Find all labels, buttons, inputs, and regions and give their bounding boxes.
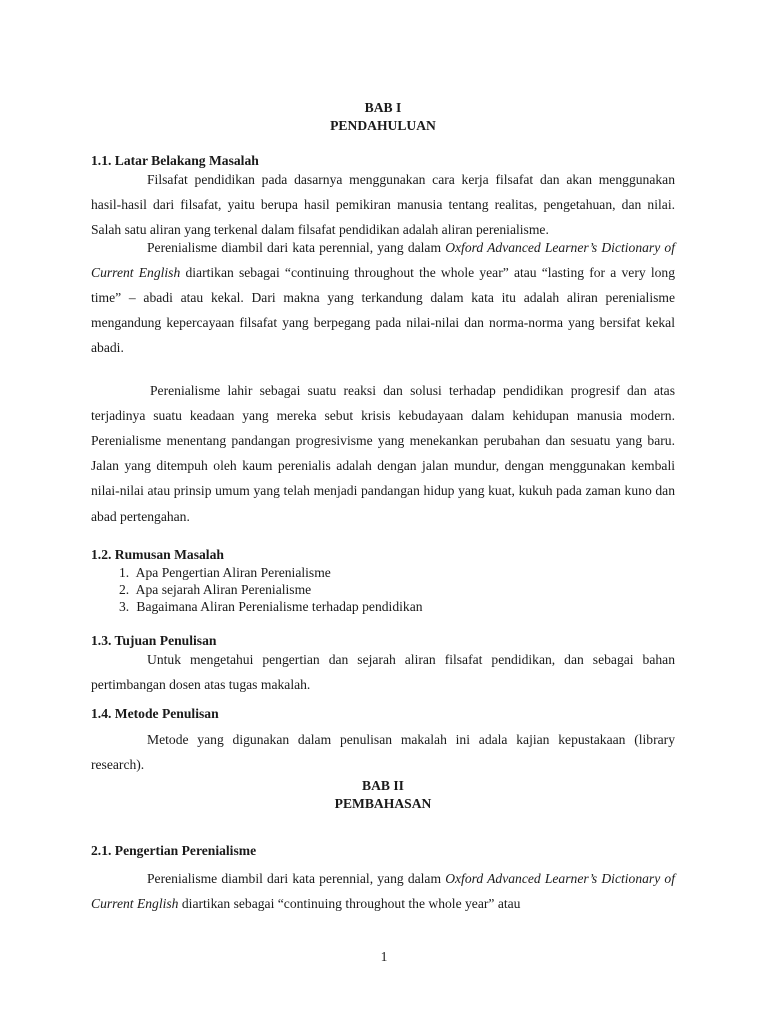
section-1-3-paragraph: Untuk mengetahui pengertian dan sejarah aliran filsafat pendidikan, dan sebagai bahan pertimbangan dosen atas tugas makalah.	[91, 651, 675, 693]
section-2-1-heading: 2.1. Pengertian Perenialisme	[91, 842, 257, 858]
list-item-text: Bagaimana Aliran Perenialisme terhadap pendidikan	[136, 598, 423, 614]
paragraph-2-text-start: Perenialisme diambil dari kata perennial, yang dalam	[147, 239, 446, 255]
section-1-3-heading: 1.3. Tujuan Penulisan	[91, 632, 217, 648]
section-1-1-paragraph-1: Filsafat pendidikan pada dasarnya menggunakan cara kerja filsafat dan akan menggunakan hasil-hasil dari filsafat, yaitu berupa hasil pemikiran manusia tentang realitas, pengetahuan, dan nilai. Salah satu aliran yang terkenal dalam filsafat pendidikan adalah aliran perenialisme.	[91, 172, 675, 238]
section-1-1-paragraph-2	[91, 235, 675, 361]
section-1-2-heading: 1.2. Rumusan Masalah	[91, 546, 224, 562]
section-2-1-text-start: Perenialisme diambil dari kata perennial, yang dalam	[147, 870, 446, 886]
list-item-number: 3.	[119, 598, 130, 614]
dictionary-title: Oxford Advanced Learner’s Dictionary of Current English	[91, 870, 675, 911]
section-2-1-text-end: diartikan sebagai “continuing throughout the whole year” atau	[178, 895, 521, 911]
chapter-2-subtitle: PEMBAHASAN	[334, 795, 432, 811]
problem-list	[91, 564, 675, 615]
chapter-2-title: BAB II	[362, 777, 404, 793]
list-item-text: Apa sejarah Aliran Perenialisme	[135, 581, 312, 597]
chapter-1-title: BAB I	[364, 100, 402, 115]
chapter-1-subtitle: PENDAHULUAN	[330, 118, 436, 133]
list-item-text: Apa Pengertian Aliran Perenialisme	[135, 564, 331, 580]
section-1-4-heading: 1.4. Metode Penulisan	[91, 706, 219, 722]
page-content	[91, 99, 675, 916]
section-1-1-paragraph-3: Perenialisme lahir sebagai suatu reaksi dan solusi terhadap pendidikan progresif dan atas terjadinya suatu keadaan yang mereka sebut krisis kebudayaan dalam kehidupan manusia modern. Perenialisme menentang pandangan progresivisme yang menekankan perubahan dan sesuatu yang baru. Jalan yang ditempuh oleh kaum perenialis adalah dengan jalan mundur, dengan menggunakan kembali nilai-nilai atau prinsip umum yang telah menjadi pandangan hidup yang kuat, kukuh pada zaman kuno dan abad pertengahan.	[91, 382, 675, 524]
paragraph-2-text-end: diartikan sebagai “continuing throughout the whole year” atau “lasting for a very long time” – abadi atau kekal. Dari makna yang terkandung dalam kata itu adalah aliran perenialisme mengandung kepercayaan filsafat yang berpegang pada nilai-nilai dan norma-norma yang bersifat kekal abadi.	[91, 264, 675, 356]
section-2-1-paragraph	[91, 866, 675, 916]
section-1-4-paragraph: Metode yang digunakan dalam penulisan makalah ini adala kajian kepustakaan (library research).	[91, 732, 675, 773]
list-item	[91, 564, 675, 581]
list-item-number: 2.	[119, 581, 130, 597]
dictionary-title: Oxford Advanced Learner’s Dictionary of Current English	[91, 239, 675, 280]
page-number: 1	[380, 949, 388, 964]
list-item	[91, 598, 675, 615]
list-item-number: 1.	[119, 564, 130, 580]
section-1-1-heading: 1.1. Latar Belakang Masalah	[91, 153, 259, 168]
list-item	[91, 581, 675, 598]
